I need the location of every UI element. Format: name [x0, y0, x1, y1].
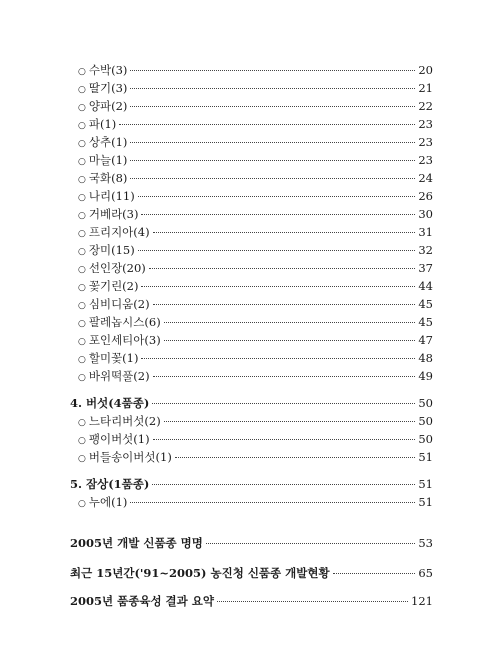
toc-item — [78, 279, 433, 293]
toc-summary-entry — [70, 536, 433, 550]
toc-page-number: 121 — [411, 594, 433, 608]
circle-bullet-icon: ○ — [78, 454, 86, 464]
toc-entry-label: 2005년 품종육성 결과 요약 — [70, 594, 214, 608]
dot-leader — [138, 250, 416, 251]
dot-leader — [141, 286, 415, 287]
dot-leader — [164, 421, 416, 422]
circle-bullet-icon: ○ — [78, 193, 86, 203]
toc-item — [78, 207, 433, 221]
circle-bullet-icon: ○ — [78, 337, 86, 347]
toc-item — [78, 432, 433, 446]
dot-leader — [130, 142, 415, 143]
dot-leader — [130, 160, 415, 161]
toc-page-number: 49 — [418, 369, 433, 383]
circle-bullet-icon: ○ — [78, 283, 86, 293]
toc-page-number: 26 — [418, 189, 433, 203]
toc-page-number: 20 — [418, 63, 433, 77]
toc-page-number: 47 — [418, 333, 433, 347]
toc-entry-label: 느타리버섯(2) — [88, 414, 161, 428]
circle-bullet-icon: ○ — [78, 265, 86, 275]
circle-bullet-icon: ○ — [78, 436, 86, 446]
toc-item — [78, 243, 433, 257]
toc-section-heading — [70, 396, 433, 410]
circle-bullet-icon: ○ — [78, 301, 86, 311]
toc-entry-label: 딸기(3) — [88, 81, 128, 95]
toc-item — [78, 414, 433, 428]
toc-item — [78, 315, 433, 329]
circle-bullet-icon: ○ — [78, 373, 86, 383]
toc-summary-entry — [70, 594, 433, 608]
toc-item — [78, 225, 433, 239]
toc-page-number: 51 — [418, 495, 433, 509]
dot-leader — [138, 196, 416, 197]
toc-page-number: 23 — [418, 153, 433, 167]
toc-page-number: 50 — [418, 432, 433, 446]
dot-leader — [175, 457, 416, 458]
toc-item — [78, 81, 433, 95]
toc-page-number: 53 — [418, 536, 433, 550]
toc-page-number: 44 — [418, 279, 433, 293]
dot-leader — [333, 573, 416, 574]
toc-entry-label: 꽃기린(2) — [88, 279, 139, 293]
toc-item — [78, 135, 433, 149]
dot-leader — [130, 70, 415, 71]
dot-leader — [130, 106, 415, 107]
circle-bullet-icon: ○ — [78, 121, 86, 131]
circle-bullet-icon: ○ — [78, 211, 86, 221]
toc-entry-label: 할미꽃(1) — [88, 351, 139, 365]
toc-entry-label: 선인장(20) — [88, 261, 146, 275]
toc-page-number: 48 — [418, 351, 433, 365]
circle-bullet-icon: ○ — [78, 175, 86, 185]
toc-entry-label: 파(1) — [88, 117, 117, 131]
toc-item — [78, 189, 433, 203]
toc-page-number: 24 — [418, 171, 433, 185]
toc-page-number: 31 — [418, 225, 433, 239]
toc-entry-label: 바위떡풀(2) — [88, 369, 150, 383]
toc-page-number: 23 — [418, 117, 433, 131]
circle-bullet-icon: ○ — [78, 103, 86, 113]
toc-item — [78, 117, 433, 131]
dot-leader — [153, 439, 416, 440]
circle-bullet-icon: ○ — [78, 319, 86, 329]
toc-item — [78, 351, 433, 365]
toc-item — [78, 261, 433, 275]
toc-item — [78, 297, 433, 311]
circle-bullet-icon: ○ — [78, 499, 86, 509]
circle-bullet-icon: ○ — [78, 157, 86, 167]
toc-page-number: 50 — [418, 396, 433, 410]
toc-entry-label: 심비디움(2) — [88, 297, 150, 311]
toc-entry-label: 5. 잠상(1품종) — [70, 477, 150, 491]
toc-page-number: 32 — [418, 243, 433, 257]
dot-leader — [152, 484, 415, 485]
dot-leader — [164, 340, 416, 341]
toc-section-heading — [70, 477, 433, 491]
toc-item — [78, 171, 433, 185]
toc-page-number: 30 — [418, 207, 433, 221]
toc-entry-label: 4. 버섯(4품종) — [70, 396, 150, 410]
toc-entry-label: 2005년 개발 신품종 명명 — [70, 536, 203, 550]
toc-entry-label: 누에(1) — [88, 495, 128, 509]
toc-item — [78, 333, 433, 347]
toc-entry-label: 국화(8) — [88, 171, 128, 185]
circle-bullet-icon: ○ — [78, 67, 86, 77]
dot-leader — [130, 88, 415, 89]
dot-leader — [206, 543, 415, 544]
toc-page-number: 37 — [418, 261, 433, 275]
toc-page-number: 22 — [418, 99, 433, 113]
toc-page-number: 45 — [418, 315, 433, 329]
toc-entry-label: 거베라(3) — [88, 207, 139, 221]
toc-entry-label: 최근 15년간('91~2005) 농진청 신품종 개발현황 — [70, 566, 330, 580]
toc-entry-label: 버들송이버섯(1) — [88, 450, 172, 464]
dot-leader — [164, 322, 416, 323]
toc-item — [78, 369, 433, 383]
toc-entry-label: 포인세티아(3) — [88, 333, 161, 347]
toc-entry-label: 팽이버섯(1) — [88, 432, 150, 446]
toc-item — [78, 99, 433, 113]
toc-item — [78, 153, 433, 167]
toc-summary-entry — [70, 566, 433, 580]
toc-entry-label: 양파(2) — [88, 99, 128, 113]
toc-page-number: 51 — [418, 477, 433, 491]
dot-leader — [149, 268, 416, 269]
toc-entry-label: 나리(11) — [88, 189, 135, 203]
toc-entry-label: 수박(3) — [88, 63, 128, 77]
toc-page-number: 51 — [418, 450, 433, 464]
dot-leader — [130, 178, 415, 179]
circle-bullet-icon: ○ — [78, 139, 86, 149]
toc-page-number: 50 — [418, 414, 433, 428]
toc-item — [78, 63, 433, 77]
toc-entry-label: 프리지아(4) — [88, 225, 150, 239]
dot-leader — [141, 358, 415, 359]
toc-entry-label: 팔레놉시스(6) — [88, 315, 161, 329]
toc-entry-label: 마늘(1) — [88, 153, 128, 167]
dot-leader — [152, 403, 415, 404]
circle-bullet-icon: ○ — [78, 229, 86, 239]
toc-item — [78, 495, 433, 509]
toc-item — [78, 450, 433, 464]
circle-bullet-icon: ○ — [78, 355, 86, 365]
dot-leader — [153, 232, 416, 233]
dot-leader — [130, 502, 415, 503]
dot-leader — [217, 601, 408, 602]
toc-entry-label: 장미(15) — [88, 243, 135, 257]
circle-bullet-icon: ○ — [78, 247, 86, 257]
dot-leader — [153, 304, 416, 305]
toc-page-number: 65 — [418, 566, 433, 580]
toc-page-number: 45 — [418, 297, 433, 311]
dot-leader — [119, 124, 415, 125]
toc-entry-label: 상추(1) — [88, 135, 128, 149]
circle-bullet-icon: ○ — [78, 85, 86, 95]
dot-leader — [141, 214, 415, 215]
dot-leader — [153, 376, 416, 377]
toc-page-number: 23 — [418, 135, 433, 149]
toc-page-number: 21 — [418, 81, 433, 95]
circle-bullet-icon: ○ — [78, 418, 86, 428]
